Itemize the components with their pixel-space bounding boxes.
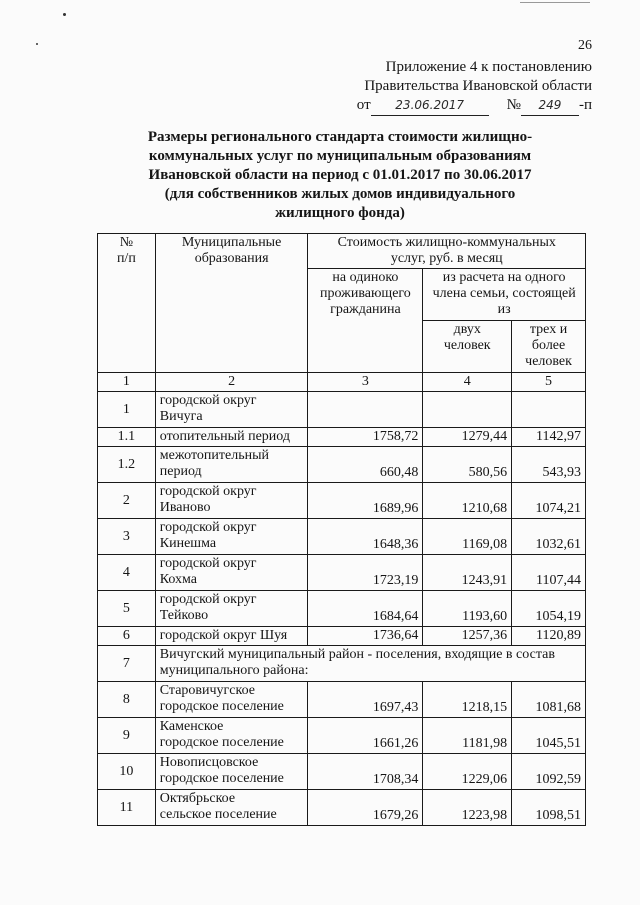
cost-single: 1661,26 [308,718,423,754]
municipality-name: межотопительный период [155,447,308,483]
municipality-name: Каменское городское поселение [155,718,308,754]
cost-single: 1723,19 [308,555,423,591]
header-row-1 [98,234,586,269]
table-row [98,447,586,483]
handwritten-date: 23.06.2017 [371,96,489,116]
table-row [98,754,586,790]
row-number: 6 [98,627,156,646]
header-single: на одиноко проживающего гражданина [308,269,423,373]
table-row [98,483,586,519]
title-line-2: коммунальных услуг по муниципальным образованиям [148,148,532,164]
cost-two: 1229,06 [423,754,512,790]
header-cost: Стоимость жилищно-коммунальных услуг, руб. в месяц [308,234,586,269]
municipality-name: городской округ Иваново [155,483,308,519]
table-row [98,555,586,591]
header-two: двух человек [423,321,512,373]
cost-three: 1074,21 [512,483,586,519]
cost-single: 1697,43 [308,682,423,718]
row-number: 9 [98,718,156,754]
municipality-name: городской округ Вичуга [155,392,308,428]
header-three: трех и более человек [512,321,586,373]
table-row [98,627,586,646]
row-number: 5 [98,591,156,627]
municipality-name: городской округ Кинешма [155,519,308,555]
row-number: 11 [98,790,156,826]
cost-three: 1032,61 [512,519,586,555]
top-edge-mark [520,2,590,3]
cost-three [512,392,586,428]
row-number: 2 [98,483,156,519]
number-label: № [506,97,521,113]
column-number: 3 [308,373,423,392]
appendix-line-2: Правительства Ивановской области [364,78,592,94]
table-row [98,682,586,718]
cost-two: 1257,36 [423,627,512,646]
cost-single: 1684,64 [308,591,423,627]
municipality-name: городской округ Кохма [155,555,308,591]
municipality-name: отопительный период [155,428,308,447]
table-row [98,591,586,627]
row-number: 1.2 [98,447,156,483]
column-number: 1 [98,373,156,392]
row-number: 10 [98,754,156,790]
scan-speck [36,43,38,45]
appendix-date-line [357,96,592,116]
cost-three: 1092,59 [512,754,586,790]
municipality-name: городской округ Тейково [155,591,308,627]
cost-two: 1193,60 [423,591,512,627]
row-number: 1.1 [98,428,156,447]
rates-table [97,233,586,826]
cost-two: 1169,08 [423,519,512,555]
section-heading: Вичугский муниципальный район - поселения, входящие в состав муниципального района: [155,646,585,682]
cost-single: 660,48 [308,447,423,483]
page-number: 26 [578,38,592,53]
cost-single: 1708,34 [308,754,423,790]
row-number: 8 [98,682,156,718]
title-line-4: (для собственников жилых домов индивидуального [164,186,516,202]
column-number-row [98,373,586,392]
cost-two: 1210,68 [423,483,512,519]
cost-two [423,392,512,428]
handwritten-number: 249 [521,96,579,116]
number-suffix: -п [578,97,592,113]
cost-two: 1181,98 [423,718,512,754]
scan-speck [63,13,66,16]
row-number: 1 [98,392,156,428]
cost-three: 1081,68 [512,682,586,718]
header-municipality: Муниципальные образования [155,234,308,373]
cost-single: 1648,36 [308,519,423,555]
table-row [98,428,586,447]
cost-two: 580,56 [423,447,512,483]
cost-two: 1218,15 [423,682,512,718]
cost-single: 1758,72 [308,428,423,447]
cost-single [308,392,423,428]
cost-three: 1120,89 [512,627,586,646]
municipality-name: Октябрьское сельское поселение [155,790,308,826]
cost-three: 1142,97 [512,428,586,447]
municipality-name: Новописцовское городское поселение [155,754,308,790]
row-number: 7 [98,646,156,682]
cost-two: 1279,44 [423,428,512,447]
from-label: от [356,97,371,113]
title-line-1: Размеры регионального стандарта стоимости жилищно- [147,129,533,145]
cost-two: 1243,91 [423,555,512,591]
header-num: № п/п [98,234,156,373]
column-number: 5 [512,373,586,392]
table-row [98,790,586,826]
header-per-member: из расчета на одного члена семьи, состоящей из [423,269,586,321]
column-number: 2 [155,373,308,392]
appendix-block [357,58,592,116]
title-line-5: жилищного фонда) [275,205,405,221]
cost-three: 1107,44 [512,555,586,591]
document-title [120,128,560,223]
table-row [98,392,586,428]
cost-two: 1223,98 [423,790,512,826]
section-row [98,646,586,682]
table-row [98,718,586,754]
cost-three: 1054,19 [512,591,586,627]
title-line-3: Ивановской области на период с 01.01.2017 по 30.06.2017 [148,167,532,183]
cost-three: 1045,51 [512,718,586,754]
municipality-name: Старовичугское городское поселение [155,682,308,718]
cost-three: 1098,51 [512,790,586,826]
cost-single: 1689,96 [308,483,423,519]
cost-single: 1679,26 [308,790,423,826]
column-number: 4 [423,373,512,392]
row-number: 3 [98,519,156,555]
cost-three: 543,93 [512,447,586,483]
appendix-line-1: Приложение 4 к постановлению [385,59,592,75]
cost-single: 1736,64 [308,627,423,646]
municipality-name: городской округ Шуя [155,627,308,646]
table-row [98,519,586,555]
row-number: 4 [98,555,156,591]
